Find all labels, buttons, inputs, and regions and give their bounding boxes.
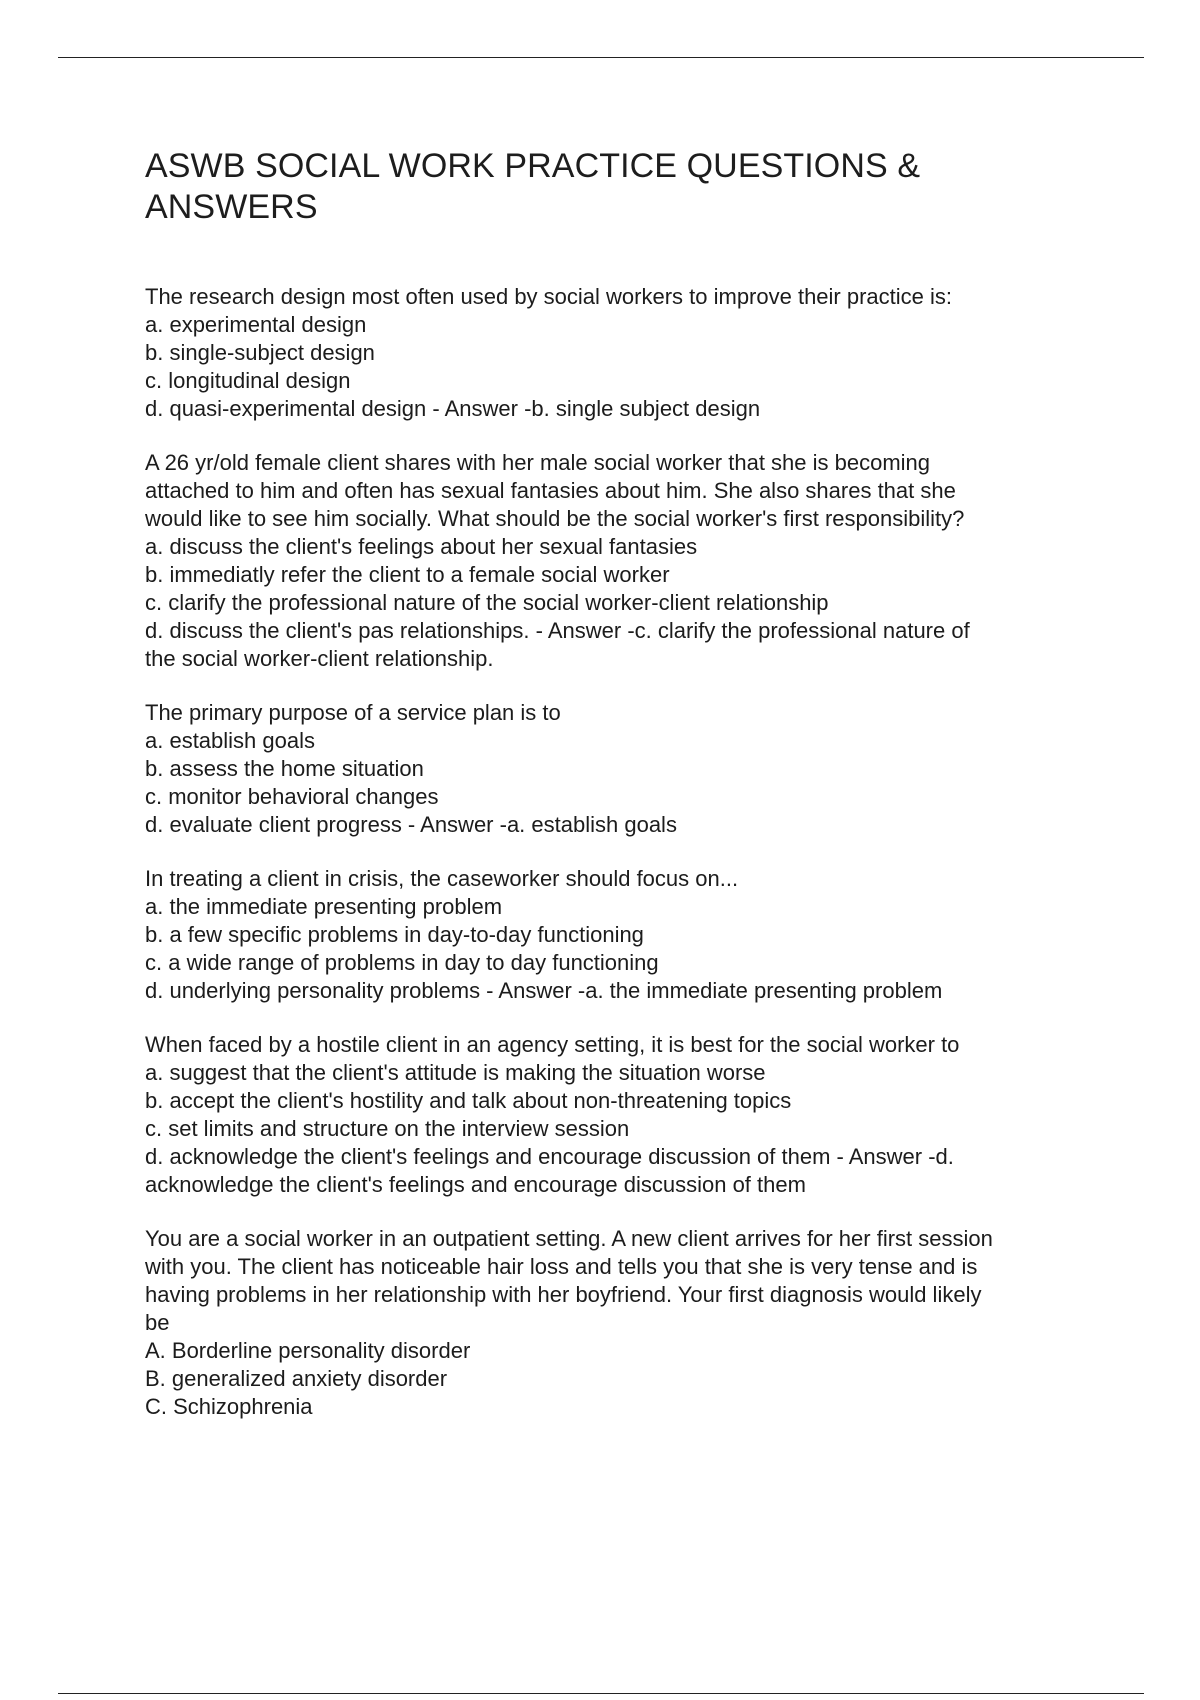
title-line: ASWB SOCIAL WORK PRACTICE QUESTIONS & bbox=[145, 147, 921, 185]
answer-option: the social worker-client relationship. bbox=[145, 646, 494, 671]
answer-option: b. accept the client's hostility and talk about non-threatening topics bbox=[145, 1088, 792, 1113]
question-block bbox=[145, 1031, 1095, 1199]
question-block bbox=[145, 1225, 1095, 1421]
document-title bbox=[145, 146, 1095, 228]
answer-option: c. monitor behavioral changes bbox=[145, 784, 439, 809]
question-block bbox=[145, 865, 1095, 1005]
question-line: be bbox=[145, 1310, 170, 1335]
answer-option: d. acknowledge the client's feelings and encourage discussion of them - Answer -d. bbox=[145, 1144, 954, 1169]
answer-option: b. single-subject design bbox=[145, 340, 375, 365]
answer-option: c. a wide range of problems in day to day functioning bbox=[145, 950, 659, 975]
title-line: ANSWERS bbox=[145, 188, 318, 226]
document-body bbox=[145, 146, 1095, 1447]
answer-option: c. longitudinal design bbox=[145, 368, 351, 393]
answer-option: b. a few specific problems in day-to-day functioning bbox=[145, 922, 644, 947]
question-list bbox=[145, 283, 1095, 1421]
question-line: In treating a client in crisis, the caseworker should focus on... bbox=[145, 866, 739, 891]
top-rule bbox=[58, 57, 1144, 58]
answer-option: c. set limits and structure on the interview session bbox=[145, 1116, 630, 1141]
question-block bbox=[145, 449, 1095, 673]
question-line: A 26 yr/old female client shares with her male social worker that she is becoming bbox=[145, 450, 931, 475]
answer-option: acknowledge the client's feelings and encourage discussion of them bbox=[145, 1172, 806, 1197]
bottom-rule bbox=[58, 1693, 1144, 1694]
answer-option: d. quasi-experimental design - Answer -b. single subject design bbox=[145, 396, 761, 421]
question-block bbox=[145, 283, 1095, 423]
question-line: You are a social worker in an outpatient setting. A new client arrives for her first session bbox=[145, 1226, 993, 1251]
answer-option: a. discuss the client's feelings about her sexual fantasies bbox=[145, 534, 698, 559]
answer-option: a. suggest that the client's attitude is making the situation worse bbox=[145, 1060, 766, 1085]
question-line: The research design most often used by social workers to improve their practice is: bbox=[145, 284, 953, 309]
question-line: When faced by a hostile client in an agency setting, it is best for the social worker to bbox=[145, 1032, 960, 1057]
answer-option: b. assess the home situation bbox=[145, 756, 424, 781]
answer-option: a. establish goals bbox=[145, 728, 315, 753]
question-line: would like to see him socially. What should be the social worker's first responsibility? bbox=[145, 506, 965, 531]
answer-option: b. immediatly refer the client to a female social worker bbox=[145, 562, 670, 587]
answer-option: A. Borderline personality disorder bbox=[145, 1338, 471, 1363]
answer-option: d. evaluate client progress - Answer -a. establish goals bbox=[145, 812, 677, 837]
question-line: attached to him and often has sexual fantasies about him. She also shares that she bbox=[145, 478, 956, 503]
question-block bbox=[145, 699, 1095, 839]
question-line: with you. The client has noticeable hair loss and tells you that she is very tense and is bbox=[145, 1254, 978, 1279]
answer-option: C. Schizophrenia bbox=[145, 1394, 313, 1419]
question-line: The primary purpose of a service plan is to bbox=[145, 700, 561, 725]
answer-option: B. generalized anxiety disorder bbox=[145, 1366, 448, 1391]
answer-option: a. the immediate presenting problem bbox=[145, 894, 503, 919]
question-line: having problems in her relationship with her boyfriend. Your first diagnosis would likely bbox=[145, 1282, 982, 1307]
answer-option: d. discuss the client's pas relationships. - Answer -c. clarify the professional nature of bbox=[145, 618, 970, 643]
answer-option: a. experimental design bbox=[145, 312, 367, 337]
answer-option: d. underlying personality problems - Answer -a. the immediate presenting problem bbox=[145, 978, 943, 1003]
answer-option: c. clarify the professional nature of the social worker-client relationship bbox=[145, 590, 829, 615]
